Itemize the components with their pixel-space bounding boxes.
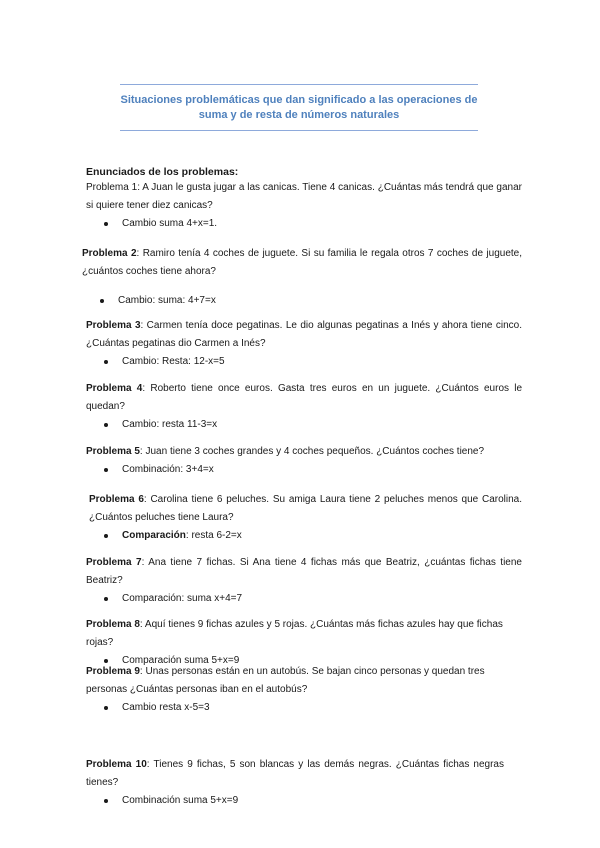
problem-7-label: Problema 7 (86, 557, 142, 568)
problem-10-text: Problema 10: Tienes 9 fichas, 5 son blancas y las demás negras. ¿Cuántas fichas negras tienes? (86, 759, 504, 788)
problem-8-text: Problema 8: Aquí tienes 9 fichas azules y 5 rojas. ¿Cuántas más fichas azules hay que fichas rojas? (86, 619, 503, 648)
problem-9-label: Problema 9 (86, 666, 140, 677)
problem-8-label: Problema 8 (86, 619, 140, 630)
problem-6-text: Problema 6: Carolina tiene 6 peluches. Su amiga Laura tiene 2 peluches menos que Carolina. ¿Cuántos peluches tiene Laura? (89, 494, 522, 523)
problem-10-classification (86, 792, 504, 810)
problem-9-text: Problema 9: Unas personas están en un autobús. Se bajan cinco personas y quedan tres personas ¿Cuántas personas iban en el autobús? (86, 666, 485, 695)
problem-7-classification (86, 590, 522, 608)
problem-2 (82, 245, 522, 310)
problem-3-label: Problema 3 (86, 320, 141, 331)
problem-1 (86, 179, 522, 233)
problem-8-bullet: Comparación suma 5+x=9 (122, 655, 240, 666)
problem-6-label: Problema 6 (89, 494, 144, 505)
problem-3-classification (86, 353, 522, 371)
problem-8 (86, 616, 526, 670)
problem-5-bullet: Combinación: 3+4=x (122, 464, 214, 475)
problem-2-bullet: Cambio: suma: 4+7=x (118, 295, 216, 306)
title-bottom-rule (120, 130, 478, 131)
problem-3 (86, 317, 522, 371)
problem-3-text: Problema 3: Carmen tenía doce pegatinas. Le dio algunas pegatinas a Inés y ahora tiene cinco. ¿Cuántas pegatinas dio Carmen a Inés? (86, 320, 522, 349)
problem-6 (86, 491, 522, 545)
problem-6-bullet-label: Comparación (122, 530, 186, 541)
problem-5-classification (86, 461, 522, 479)
problem-2-label: Problema 2 (82, 248, 137, 259)
problem-9-bullet: Cambio resta x-5=3 (122, 702, 210, 713)
problem-2-text: Problema 2: Ramiro tenía 4 coches de juguete. Si su familia le regala otros 7 coches de juguete, ¿cuántos coches tiene ahora? (82, 248, 522, 277)
problem-5-label: Problema 5 (86, 446, 140, 457)
problem-1-classification (86, 215, 522, 233)
problem-6-bullet: : resta 6-2=x (185, 530, 242, 541)
problem-1-text: Problema 1: A Juan le gusta jugar a las canicas. Tiene 4 canicas. ¿Cuántas más tendrá que ganar si quiere tener diez canicas? (86, 182, 522, 211)
problem-4-bullet: Cambio: resta 11-3=x (122, 419, 218, 430)
problem-7-text: Problema 7: Ana tiene 7 fichas. Si Ana tiene 4 fichas más que Beatriz, ¿cuántas fichas tiene Beatriz? (86, 557, 522, 586)
problem-10-bullet: Combinación suma 5+x=9 (122, 795, 239, 806)
problem-3-bullet: Cambio: Resta: 12-x=5 (122, 356, 225, 367)
problem-1-bullet: Cambio suma 4+x=1. (122, 218, 218, 229)
problem-4-label: Problema 4 (86, 383, 143, 394)
title-top-rule (120, 84, 478, 85)
problem-4 (86, 380, 522, 434)
problem-4-text: Problema 4: Roberto tiene once euros. Gasta tres euros en un juguete. ¿Cuántos euros le quedan? (86, 383, 523, 412)
problem-10-label: Problema 10 (86, 759, 147, 770)
page-title: Situaciones problemáticas que dan significado a las operaciones de suma y de resta de números naturales (120, 94, 478, 121)
problem-4-classification (86, 416, 522, 434)
problem-6-classification (86, 527, 522, 545)
problem-10 (86, 756, 504, 810)
problem-9 (86, 663, 526, 717)
problem-2-classification (82, 292, 522, 310)
section-heading: Enunciados de los problemas: (86, 166, 239, 178)
problem-5 (86, 443, 522, 479)
problem-7-bullet: Comparación: suma x+4=7 (122, 593, 243, 604)
problem-7 (86, 554, 522, 608)
problem-5-text: Problema 5: Juan tiene 3 coches grandes y 4 coches pequeños. ¿Cuántos coches tiene? (86, 446, 485, 457)
problem-9-classification (86, 699, 526, 717)
